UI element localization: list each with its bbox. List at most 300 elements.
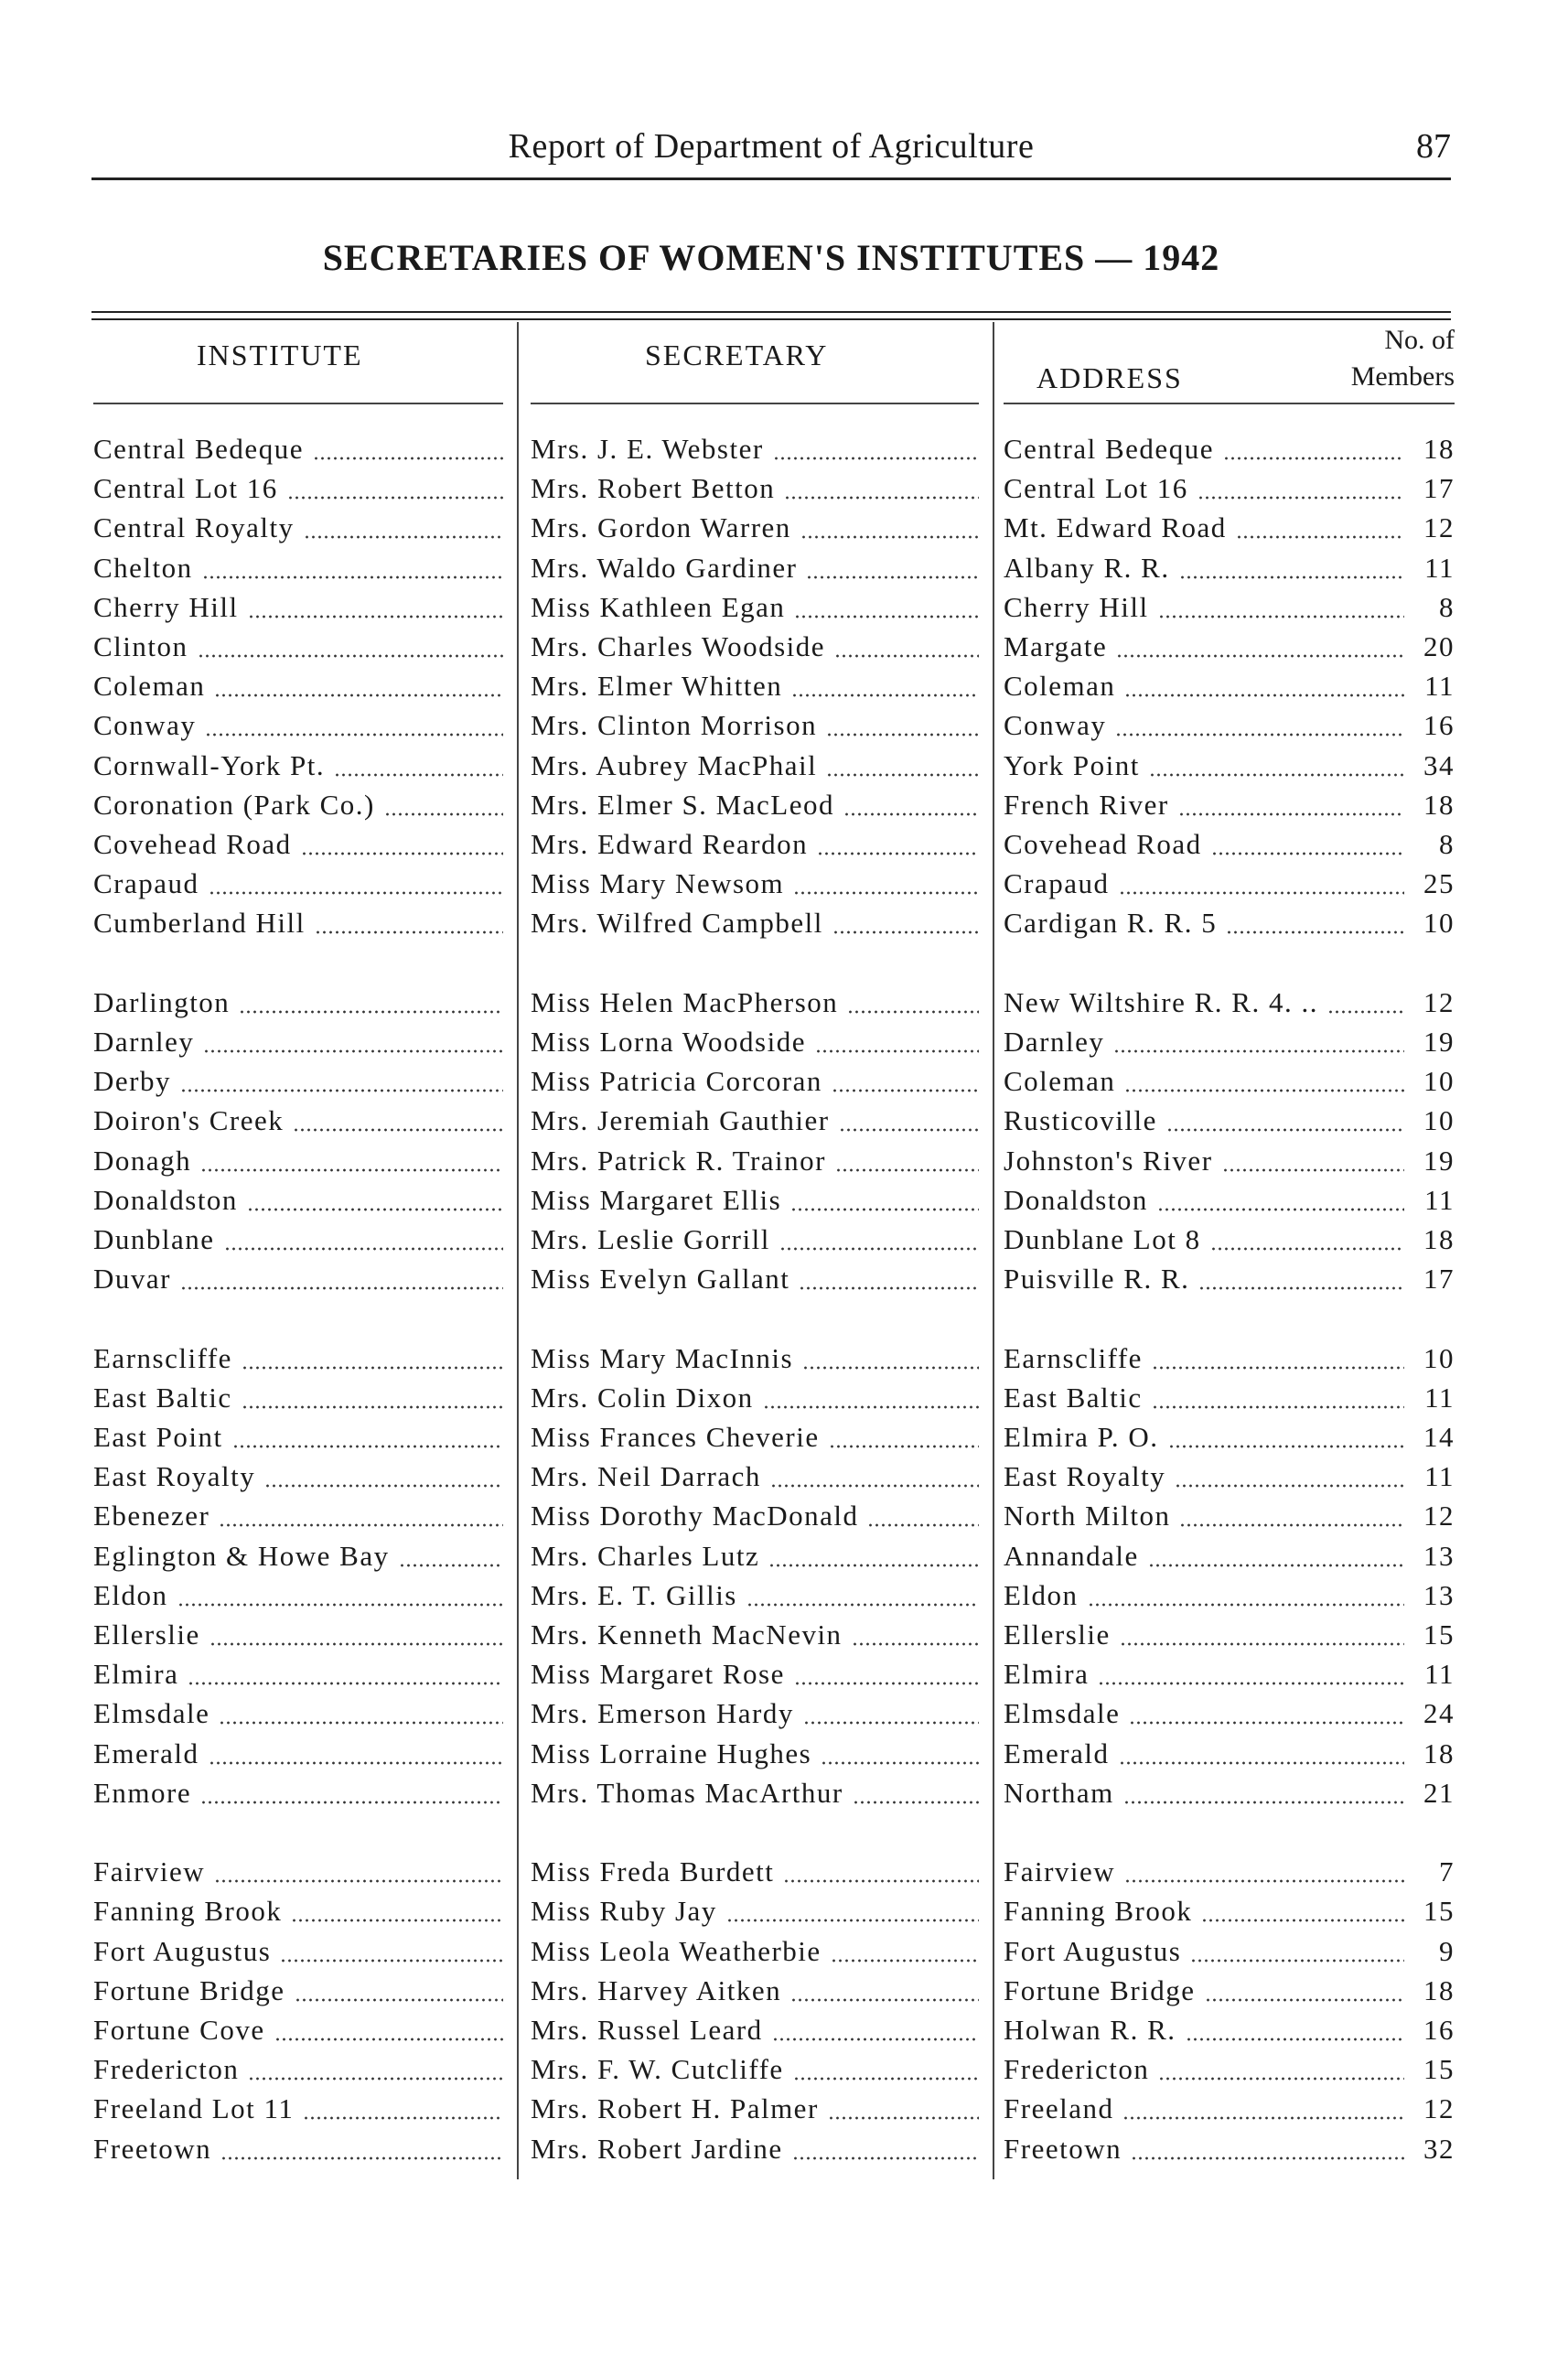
dot-leader xyxy=(313,457,503,460)
institute-cell xyxy=(93,2014,503,2053)
secretary-cell xyxy=(531,2092,979,2132)
dot-leader xyxy=(1113,1049,1404,1053)
secretary-cell-text: Mrs. Colin Dixon xyxy=(531,1381,754,1414)
institute-cell-text: Darnley xyxy=(93,1026,195,1058)
dot-leader xyxy=(1131,2156,1404,2160)
address-cell xyxy=(1004,1065,1404,1104)
dot-leader xyxy=(1088,1603,1404,1607)
members-count: 17 xyxy=(1423,1263,1455,1296)
address-cell-text: Annandale xyxy=(1004,1539,1139,1572)
members-count: 14 xyxy=(1423,1421,1455,1453)
table-row xyxy=(0,1658,1568,1697)
address-cell xyxy=(1004,1697,1404,1737)
institute-cell xyxy=(93,2092,503,2132)
institute-cell-text: Cornwall-York Pt. xyxy=(93,748,326,781)
address-cell xyxy=(1004,789,1404,828)
address-cell xyxy=(1004,1737,1404,1777)
address-cell-text: Fanning Brook xyxy=(1004,1895,1193,1928)
dot-leader xyxy=(815,1049,979,1053)
secretary-cell-text: Mrs. Emerson Hardy xyxy=(531,1697,794,1730)
address-cell-text: Coleman xyxy=(1004,670,1116,703)
dot-leader xyxy=(209,891,503,895)
address-cell xyxy=(1004,1421,1404,1460)
members-count: 18 xyxy=(1423,433,1455,465)
address-cell-text: Fredericton xyxy=(1004,2053,1150,2086)
secretary-cell-text: Mrs. Jeremiah Gauthier xyxy=(531,1104,830,1137)
dot-leader xyxy=(832,930,979,934)
secretary-cell-text: Mrs. Robert Betton xyxy=(531,472,776,505)
institute-cell xyxy=(93,1263,503,1302)
dot-leader xyxy=(1115,733,1404,737)
dot-leader xyxy=(790,1998,979,2002)
members-count: 18 xyxy=(1423,1737,1455,1769)
dot-leader xyxy=(802,1366,979,1370)
secretary-cell-text: Mrs. Wilfred Campbell xyxy=(531,907,823,940)
institute-cell-text: Enmore xyxy=(93,1776,192,1809)
dot-leader xyxy=(209,1642,503,1646)
members-count: 17 xyxy=(1423,472,1455,505)
institute-cell xyxy=(93,1421,503,1460)
dot-leader xyxy=(248,615,503,618)
dot-leader xyxy=(304,535,503,539)
table-row xyxy=(0,1342,1568,1382)
institute-cell-text: Elmsdale xyxy=(93,1697,210,1730)
secretary-cell-text: Mrs. Aubrey MacPhail xyxy=(531,748,818,781)
dot-leader xyxy=(746,1603,979,1607)
address-cell xyxy=(1004,1777,1404,1816)
dot-leader xyxy=(242,1366,503,1370)
dot-leader xyxy=(224,1247,503,1251)
dot-leader xyxy=(1149,773,1404,777)
dot-leader xyxy=(799,1286,979,1290)
dot-leader xyxy=(826,773,979,777)
dot-leader xyxy=(779,1247,979,1251)
column-header-institute: INSTITUTE xyxy=(197,339,363,371)
dot-leader xyxy=(832,1089,979,1092)
dot-leader xyxy=(794,615,979,618)
running-title: Report of Department of Agriculture xyxy=(508,127,1035,166)
address-cell-text: Fairview xyxy=(1004,1855,1116,1888)
address-cell-text: Freetown xyxy=(1004,2132,1122,2165)
secretary-cell xyxy=(531,670,979,709)
secretary-cell-text: Mrs. Patrick R. Trainor xyxy=(531,1144,826,1177)
secretary-cell-text: Mrs. Charles Woodside xyxy=(531,630,826,662)
column-header-address: ADDRESS xyxy=(1036,361,1183,394)
dot-leader xyxy=(1116,654,1404,658)
address-cell-text: Fortune Bridge xyxy=(1004,1973,1196,2006)
dot-leader xyxy=(1166,1128,1404,1132)
page-number: 87 xyxy=(1416,127,1451,166)
institute-cell-text: Cumberland Hill xyxy=(93,907,306,940)
dot-leader xyxy=(1210,1247,1404,1251)
secretary-cell-text: Mrs. Elmer Whitten xyxy=(531,670,783,703)
institute-cell xyxy=(93,1579,503,1618)
institute-cell-text: Covehead Road xyxy=(93,828,292,860)
dot-leader xyxy=(784,496,979,500)
institute-cell xyxy=(93,1618,503,1658)
dot-leader xyxy=(772,2038,979,2041)
members-count: 11 xyxy=(1424,1460,1455,1493)
institute-cell-text: Duvar xyxy=(93,1263,171,1296)
members-count: 11 xyxy=(1424,551,1455,584)
address-cell xyxy=(1004,2014,1404,2053)
column-header-secretary: SECRETARY xyxy=(645,339,829,371)
table-row xyxy=(0,1974,1568,2014)
dot-leader xyxy=(1190,1959,1404,1962)
institute-cell xyxy=(93,1104,503,1144)
dot-leader xyxy=(301,852,503,855)
address-cell xyxy=(1004,511,1404,551)
table-row xyxy=(0,1184,1568,1223)
dot-leader xyxy=(1152,1366,1404,1370)
table-row xyxy=(0,2014,1568,2053)
address-cell-text: Johnston's River xyxy=(1004,1144,1213,1177)
running-header xyxy=(91,126,1451,180)
dot-leader xyxy=(783,1879,979,1883)
header-underline-institute xyxy=(93,403,503,404)
dot-leader xyxy=(1119,1761,1404,1765)
dot-leader xyxy=(242,1405,503,1409)
dot-leader xyxy=(834,654,979,658)
dot-leader xyxy=(220,2156,503,2160)
table-row xyxy=(0,867,1568,907)
table-row xyxy=(0,552,1568,591)
address-cell xyxy=(1004,1145,1404,1184)
institute-cell-text: Central Bedeque xyxy=(93,433,304,465)
institute-cell-text: Clinton xyxy=(93,630,188,662)
secretary-cell-text: Miss Evelyn Gallant xyxy=(531,1263,790,1296)
address-cell-text: Darnley xyxy=(1004,1026,1105,1058)
dot-leader xyxy=(1205,1998,1404,2002)
institute-cell xyxy=(93,907,503,946)
address-cell xyxy=(1004,1895,1404,1934)
institute-cell-text: Eglington & Howe Bay xyxy=(93,1539,390,1572)
table-row xyxy=(0,709,1568,748)
members-count: 10 xyxy=(1423,1065,1455,1098)
dot-leader xyxy=(1201,1919,1404,1922)
members-count: 25 xyxy=(1423,867,1455,900)
dot-leader xyxy=(399,1564,503,1567)
table-row xyxy=(0,828,1568,867)
secretary-cell-text: Miss Patricia Corcoran xyxy=(531,1065,822,1098)
members-count: 10 xyxy=(1423,907,1455,940)
secretary-cell xyxy=(531,1342,979,1382)
members-count: 12 xyxy=(1423,985,1455,1018)
institute-cell-text: Coronation (Park Co.) xyxy=(93,788,375,821)
secretary-cell xyxy=(531,2053,979,2092)
members-count: 13 xyxy=(1423,1578,1455,1611)
column-header-members xyxy=(1299,322,1455,395)
institute-cell xyxy=(93,1500,503,1539)
institute-cell xyxy=(93,1223,503,1263)
dot-leader xyxy=(826,733,979,737)
table-row xyxy=(0,1579,1568,1618)
secretary-cell xyxy=(531,433,979,472)
institute-cell-text: Cherry Hill xyxy=(93,590,239,623)
secretary-cell-text: Miss Ruby Jay xyxy=(531,1895,717,1928)
page-title: SECRETARIES OF WOMEN'S INSTITUTES — 1942 xyxy=(322,237,1220,278)
dot-leader xyxy=(1211,852,1404,855)
dot-leader xyxy=(1175,1484,1404,1488)
dot-leader xyxy=(1236,535,1404,539)
table-row xyxy=(0,433,1568,472)
institute-cell xyxy=(93,511,503,551)
dot-leader xyxy=(280,1959,503,1962)
address-cell xyxy=(1004,2053,1404,2092)
secretary-cell xyxy=(531,1777,979,1816)
secretary-cell-text: Miss Frances Cheverie xyxy=(531,1421,820,1453)
address-cell-text: French River xyxy=(1004,788,1169,821)
dot-leader xyxy=(1124,1089,1404,1092)
secretary-cell-text: Miss Kathleen Egan xyxy=(531,590,786,623)
members-count: 24 xyxy=(1423,1697,1455,1730)
members-count: 18 xyxy=(1423,1223,1455,1255)
secretary-cell xyxy=(531,907,979,946)
dot-leader xyxy=(214,1879,503,1883)
secretary-cell xyxy=(531,789,979,828)
secretary-cell-text: Mrs. Clinton Morrison xyxy=(531,709,818,742)
dot-leader xyxy=(853,1801,979,1804)
institute-cell-text: Ebenezer xyxy=(93,1500,210,1532)
address-cell xyxy=(1004,867,1404,907)
members-count: 7 xyxy=(1439,1855,1455,1888)
address-cell xyxy=(1004,2133,1404,2172)
address-cell-text: East Baltic xyxy=(1004,1381,1143,1414)
dot-leader xyxy=(1186,2038,1405,2041)
institute-cell-text: Derby xyxy=(93,1065,171,1098)
dot-leader xyxy=(790,1208,979,1211)
secretary-cell-text: Miss Mary MacInnis xyxy=(531,1341,794,1374)
dot-leader xyxy=(247,1208,503,1211)
secretary-cell xyxy=(531,1579,979,1618)
members-count: 10 xyxy=(1423,1341,1455,1374)
address-cell xyxy=(1004,986,1404,1026)
members-count: 18 xyxy=(1423,1973,1455,2006)
address-cell-text: Ellerslie xyxy=(1004,1618,1111,1651)
table-row xyxy=(0,1104,1568,1144)
members-count: 34 xyxy=(1423,748,1455,781)
address-cell-text: Rusticoville xyxy=(1004,1104,1157,1137)
institute-cell xyxy=(93,1737,503,1777)
institute-cell-text: Central Royalty xyxy=(93,511,295,544)
dot-leader xyxy=(334,773,503,777)
column-header-members-line1: No. of xyxy=(1384,325,1455,355)
address-cell-text: Central Bedeque xyxy=(1004,433,1214,465)
institute-cell-text: Freeland Lot 11 xyxy=(93,2092,295,2125)
table-row xyxy=(0,1065,1568,1104)
secretary-cell xyxy=(531,1184,979,1223)
members-count: 20 xyxy=(1423,630,1455,662)
institute-cell-text: Donagh xyxy=(93,1144,192,1177)
column-header-members-line2: Members xyxy=(1350,361,1455,392)
institute-cell-text: Emerald xyxy=(93,1737,199,1769)
dot-leader xyxy=(794,1682,979,1685)
address-cell xyxy=(1004,1184,1404,1223)
institute-cell xyxy=(93,630,503,670)
institute-cell-text: Fairview xyxy=(93,1855,206,1888)
institute-cell xyxy=(93,709,503,748)
address-cell-text: Emerald xyxy=(1004,1737,1110,1769)
table-row xyxy=(0,670,1568,709)
dot-leader xyxy=(188,1682,503,1685)
address-cell xyxy=(1004,1382,1404,1421)
secretary-cell-text: Miss Lorna Woodside xyxy=(531,1026,806,1058)
address-cell-text: Central Lot 16 xyxy=(1004,472,1188,505)
dot-leader xyxy=(1223,457,1404,460)
institute-cell-text: Earnscliffe xyxy=(93,1341,232,1374)
members-count: 18 xyxy=(1423,788,1455,821)
dot-leader xyxy=(209,1761,503,1765)
members-count: 19 xyxy=(1423,1026,1455,1058)
address-cell xyxy=(1004,1342,1404,1382)
secretary-cell xyxy=(531,709,979,748)
address-cell-text: Mt. Edward Road xyxy=(1004,511,1227,544)
institute-cell xyxy=(93,1065,503,1104)
institute-cell xyxy=(93,828,503,867)
secretary-cell xyxy=(531,1618,979,1658)
address-cell xyxy=(1004,630,1404,670)
dot-leader xyxy=(792,2156,979,2160)
dot-leader xyxy=(180,1286,503,1290)
members-count: 11 xyxy=(1424,1381,1455,1414)
secretary-cell-text: Miss Leola Weatherbie xyxy=(531,1934,822,1967)
secretary-cell xyxy=(531,1658,979,1697)
header-underline-address xyxy=(1004,403,1455,404)
institute-cell-text: Conway xyxy=(93,709,197,742)
secretary-cell xyxy=(531,1065,979,1104)
dot-leader xyxy=(1179,1523,1404,1527)
dot-leader xyxy=(1158,615,1404,618)
members-count: 10 xyxy=(1423,1104,1455,1137)
secretary-cell xyxy=(531,1974,979,2014)
secretary-cell xyxy=(531,591,979,630)
address-cell-text: Dunblane Lot 8 xyxy=(1004,1223,1201,1255)
institute-cell-text: Fredericton xyxy=(93,2053,240,2086)
table-row xyxy=(0,2092,1568,2132)
header-underline-secretary xyxy=(531,403,979,404)
dot-leader xyxy=(1226,930,1404,934)
secretary-cell-text: Mrs. Gordon Warren xyxy=(531,511,791,544)
address-cell xyxy=(1004,1974,1404,2014)
dot-leader xyxy=(847,1010,979,1014)
secretary-cell xyxy=(531,828,979,867)
address-cell-text: Freeland xyxy=(1004,2092,1114,2125)
institute-cell-text: Fortune Bridge xyxy=(93,1973,285,2006)
institute-cell xyxy=(93,789,503,828)
address-cell xyxy=(1004,552,1404,591)
secretary-cell-text: Mrs. J. E. Webster xyxy=(531,433,764,465)
address-cell xyxy=(1004,2092,1404,2132)
address-cell xyxy=(1004,670,1404,709)
members-count: 11 xyxy=(1424,1658,1455,1691)
address-cell-text: Cardigan R. R. 5 xyxy=(1004,907,1218,940)
dot-leader xyxy=(821,1761,979,1765)
table-top-rule-2 xyxy=(91,318,1451,320)
address-cell-text: Cherry Hill xyxy=(1004,590,1149,623)
members-count: 11 xyxy=(1424,1183,1455,1216)
dot-leader xyxy=(287,496,503,500)
institute-cell xyxy=(93,1026,503,1065)
address-cell-text: Conway xyxy=(1004,709,1107,742)
table-row xyxy=(0,1263,1568,1302)
institute-cell-text: Eldon xyxy=(93,1578,168,1611)
secretary-cell-text: Miss Lorraine Hughes xyxy=(531,1737,812,1769)
table-row xyxy=(0,1855,1568,1895)
institute-cell-text: Coleman xyxy=(93,670,206,703)
secretary-cell-text: Miss Margaret Rose xyxy=(531,1658,785,1691)
secretary-cell-text: Mrs. Edward Reardon xyxy=(531,828,809,860)
members-count: 15 xyxy=(1423,1618,1455,1651)
dot-leader xyxy=(1327,1010,1404,1014)
address-cell xyxy=(1004,709,1404,748)
table-row xyxy=(0,1223,1568,1263)
table-row xyxy=(0,1895,1568,1934)
dot-leader xyxy=(200,1801,503,1804)
address-cell xyxy=(1004,433,1404,472)
secretary-cell xyxy=(531,1382,979,1421)
institute-cell xyxy=(93,472,503,511)
dot-leader xyxy=(726,1919,979,1922)
secretary-cell xyxy=(531,986,979,1026)
members-count: 15 xyxy=(1423,1895,1455,1928)
address-cell-text: York Point xyxy=(1004,748,1140,781)
table-row xyxy=(0,1145,1568,1184)
dot-leader xyxy=(831,1959,979,1962)
dot-leader xyxy=(852,1642,979,1646)
institute-cell-text: Crapaud xyxy=(93,867,199,900)
dot-leader xyxy=(773,457,979,460)
secretary-cell-text: Mrs. F. W. Cutcliffe xyxy=(531,2053,784,2086)
institute-cell xyxy=(93,1382,503,1421)
secretary-cell xyxy=(531,1737,979,1777)
secretary-cell-text: Mrs. Kenneth MacNevin xyxy=(531,1618,843,1651)
institute-cell-text: Ellerslie xyxy=(93,1618,200,1651)
table-row xyxy=(0,1540,1568,1579)
dot-leader xyxy=(232,1445,503,1448)
dot-leader xyxy=(315,930,503,934)
members-count: 15 xyxy=(1423,2053,1455,2086)
table-row xyxy=(0,1460,1568,1500)
secretary-cell-text: Mrs. Neil Darrach xyxy=(531,1460,761,1493)
dot-leader xyxy=(219,1523,503,1527)
members-count: 16 xyxy=(1423,709,1455,742)
table-row xyxy=(0,1737,1568,1777)
members-count: 11 xyxy=(1424,670,1455,703)
dot-leader xyxy=(291,1919,503,1922)
address-cell-text: Margate xyxy=(1004,630,1108,662)
secretary-cell xyxy=(531,630,979,670)
address-cell-text: Eldon xyxy=(1004,1578,1079,1611)
table-row xyxy=(0,630,1568,670)
dot-leader xyxy=(202,575,503,579)
table-row xyxy=(0,749,1568,789)
institute-cell-text: Fort Augustus xyxy=(93,1934,272,1967)
dot-leader xyxy=(791,694,979,697)
secretary-cell xyxy=(531,1223,979,1263)
dot-leader xyxy=(200,1168,503,1172)
address-cell-text: Holwan R. R. xyxy=(1004,2014,1176,2046)
dot-leader xyxy=(384,812,503,816)
secretary-cell xyxy=(531,1855,979,1895)
dot-leader xyxy=(1197,496,1404,500)
table-row xyxy=(0,591,1568,630)
dot-leader xyxy=(1179,575,1404,579)
dot-leader xyxy=(800,535,979,539)
table-row xyxy=(0,1382,1568,1421)
table-row xyxy=(0,907,1568,946)
institute-cell-text: East Baltic xyxy=(93,1381,232,1414)
institute-cell xyxy=(93,1895,503,1934)
